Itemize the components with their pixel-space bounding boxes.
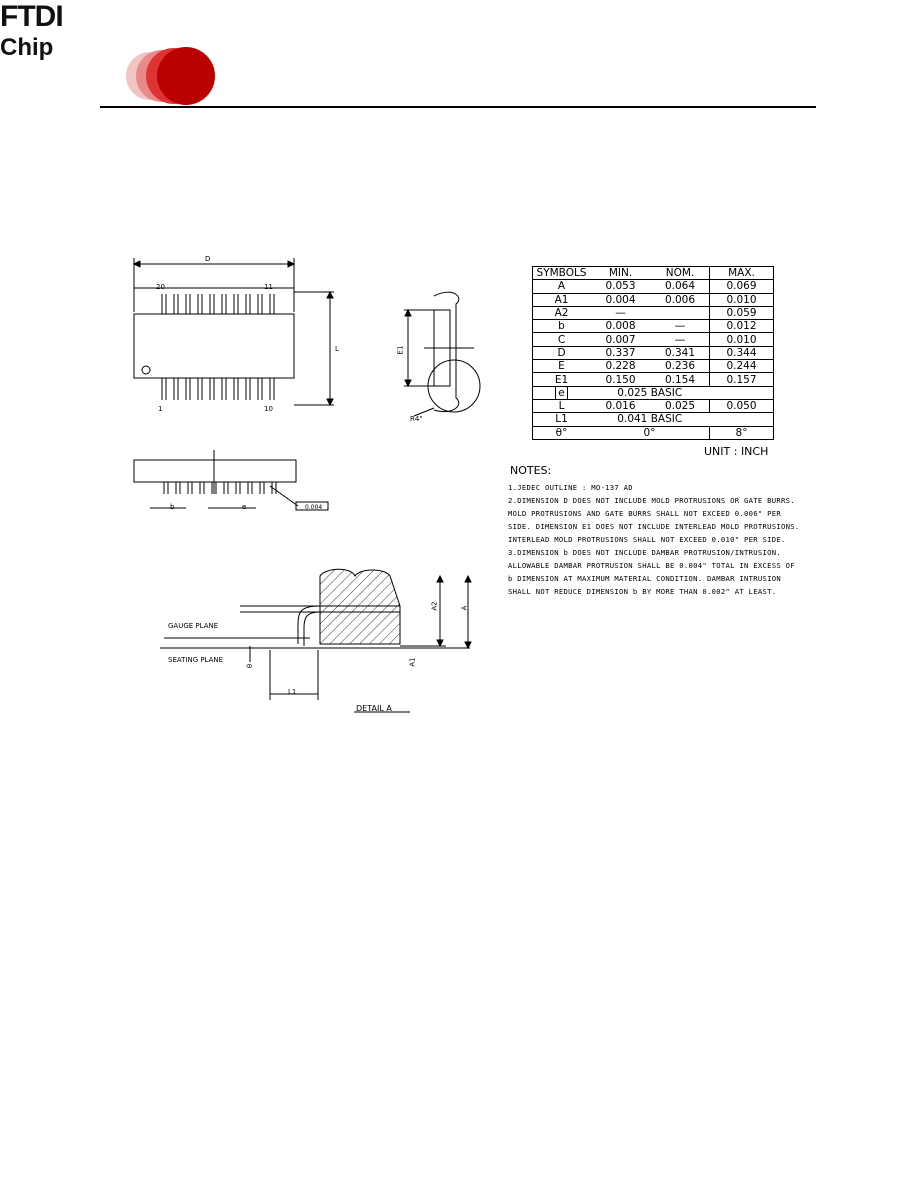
dim-a2-label: A2 <box>430 601 439 611</box>
side-view-drawing <box>394 286 488 426</box>
ftdi-logo <box>0 0 918 62</box>
unit-label: UNIT : INCH <box>704 445 769 458</box>
cell: b <box>533 320 591 333</box>
cell: θ° <box>533 426 591 439</box>
angle-label: R4" <box>410 415 423 423</box>
cell: — <box>651 333 710 346</box>
dim-e1-label: E1 <box>396 345 405 355</box>
table-row <box>533 320 774 333</box>
note-line: 2.DIMENSION D DOES NOT INCLUDE MOLD PROTRUSIONS OR GATE BURRS. <box>508 496 795 505</box>
cell: 0.006 <box>651 293 710 306</box>
cell: E1 <box>533 373 591 386</box>
dim-a1-label: A1 <box>408 657 417 667</box>
cell: 8° <box>710 426 774 439</box>
cell: C <box>533 333 591 346</box>
cell <box>710 386 774 399</box>
note-line: 1.JEDEC OUTLINE : MO-137 AD <box>508 483 633 492</box>
cell: 0.025 BASIC <box>590 386 710 399</box>
cell: 0.008 <box>590 320 651 333</box>
tolerance-label: 0.004 <box>305 504 323 511</box>
detail-a-drawing <box>150 566 480 716</box>
dim-a-label: A <box>460 605 469 611</box>
cell: L1 <box>533 413 591 426</box>
cell: 0.053 <box>590 280 651 293</box>
cell: 0.244 <box>710 360 774 373</box>
dim-b-label: b <box>170 503 175 511</box>
cell <box>710 413 774 426</box>
logo-text-chip: Chip <box>0 34 54 61</box>
cell <box>533 386 591 399</box>
dimensions-table <box>532 266 774 440</box>
cell: 0.150 <box>590 373 651 386</box>
seating-plane-label: SEATING PLANE <box>168 656 224 664</box>
dim-l1-label: L1 <box>288 688 297 696</box>
cell: 0.041 BASIC <box>590 413 710 426</box>
note-line: MOLD PROTRUSIONS AND GATE BURRS SHALL NOT EXCEED 0.006" PER <box>508 509 782 518</box>
detail-caption: DETAIL A <box>356 704 392 713</box>
cell: 0.016 <box>590 399 651 412</box>
table-row <box>533 426 774 439</box>
cell: 0.157 <box>710 373 774 386</box>
pin-11-label: 11 <box>264 283 273 291</box>
gauge-plane-label: GAUGE PLANE <box>168 622 219 630</box>
cell: 0.007 <box>590 333 651 346</box>
table-row <box>533 346 774 359</box>
table-row <box>533 360 774 373</box>
logo-circles-icon <box>124 44 216 108</box>
cell: 0.004 <box>590 293 651 306</box>
cell: 0.344 <box>710 346 774 359</box>
cell: — <box>651 320 710 333</box>
dim-theta-label: θ <box>246 663 255 669</box>
note-line: ALLOWABLE DAMBAR PROTRUSION SHALL BE 0.004" TOTAL IN EXCESS OF <box>508 561 795 570</box>
logo-text-ftdi: FTDI <box>0 0 63 33</box>
cell <box>651 306 710 319</box>
header-min: MIN. <box>590 267 651 280</box>
pin-20-label: 20 <box>156 283 165 291</box>
table-row <box>533 399 774 412</box>
cell: 0.337 <box>590 346 651 359</box>
note-line: b DIMENSION AT MAXIMUM MATERIAL CONDITION. DAMBAR INTRUSION <box>508 574 782 583</box>
pin-1-label: 1 <box>158 405 163 413</box>
cell: 0° <box>590 426 710 439</box>
cell: 0.010 <box>710 293 774 306</box>
table-row <box>533 306 774 319</box>
header-nom: NOM. <box>651 267 710 280</box>
cell: 0.012 <box>710 320 774 333</box>
table-row <box>533 373 774 386</box>
cell: A1 <box>533 293 591 306</box>
cell: — <box>590 306 651 319</box>
note-line: SHALL NOT REDUCE DIMENSION b BY MORE THAN 0.002" AT LEAST. <box>508 587 777 596</box>
cell: 0.025 <box>651 399 710 412</box>
cell: 0.069 <box>710 280 774 293</box>
cell: 0.050 <box>710 399 774 412</box>
table-row <box>533 293 774 306</box>
cell: E <box>533 360 591 373</box>
table-header-row <box>533 267 774 280</box>
table-row <box>533 386 774 399</box>
note-line: 3.DIMENSION b DOES NOT INCLUDE DAMBAR PROTRUSION/INTRUSION. <box>508 548 782 557</box>
dim-l-label: L <box>335 345 339 353</box>
cell: 0.236 <box>651 360 710 373</box>
header-symbols: SYMBOLS <box>533 267 591 280</box>
cell: 0.341 <box>651 346 710 359</box>
cell: 0.154 <box>651 373 710 386</box>
note-line: INTERLEAD MOLD PROTRUSIONS SHALL NOT EXCEED 0.010" PER SIDE. <box>508 535 786 544</box>
dim-d-label: D <box>205 255 211 263</box>
cell: 0.059 <box>710 306 774 319</box>
cell: D <box>533 346 591 359</box>
notes-title: NOTES: <box>510 464 552 477</box>
table-row <box>533 280 774 293</box>
note-line: SIDE. DIMENSION E1 DOES NOT INCLUDE INTERLEAD MOLD PROTRUSIONS. <box>508 522 800 531</box>
top-view-drawing <box>120 250 350 420</box>
cell: 0.228 <box>590 360 651 373</box>
table-row <box>533 413 774 426</box>
header-max: MAX. <box>710 267 774 280</box>
cell: A2 <box>533 306 591 319</box>
pin-10-label: 10 <box>264 405 273 413</box>
cell: L <box>533 399 591 412</box>
dim-e-label: e <box>242 503 247 511</box>
cell: A <box>533 280 591 293</box>
header-rule <box>100 106 816 108</box>
cell: 0.064 <box>651 280 710 293</box>
cell: 0.010 <box>710 333 774 346</box>
basic-e-symbol: e <box>555 386 567 400</box>
table-row <box>533 333 774 346</box>
